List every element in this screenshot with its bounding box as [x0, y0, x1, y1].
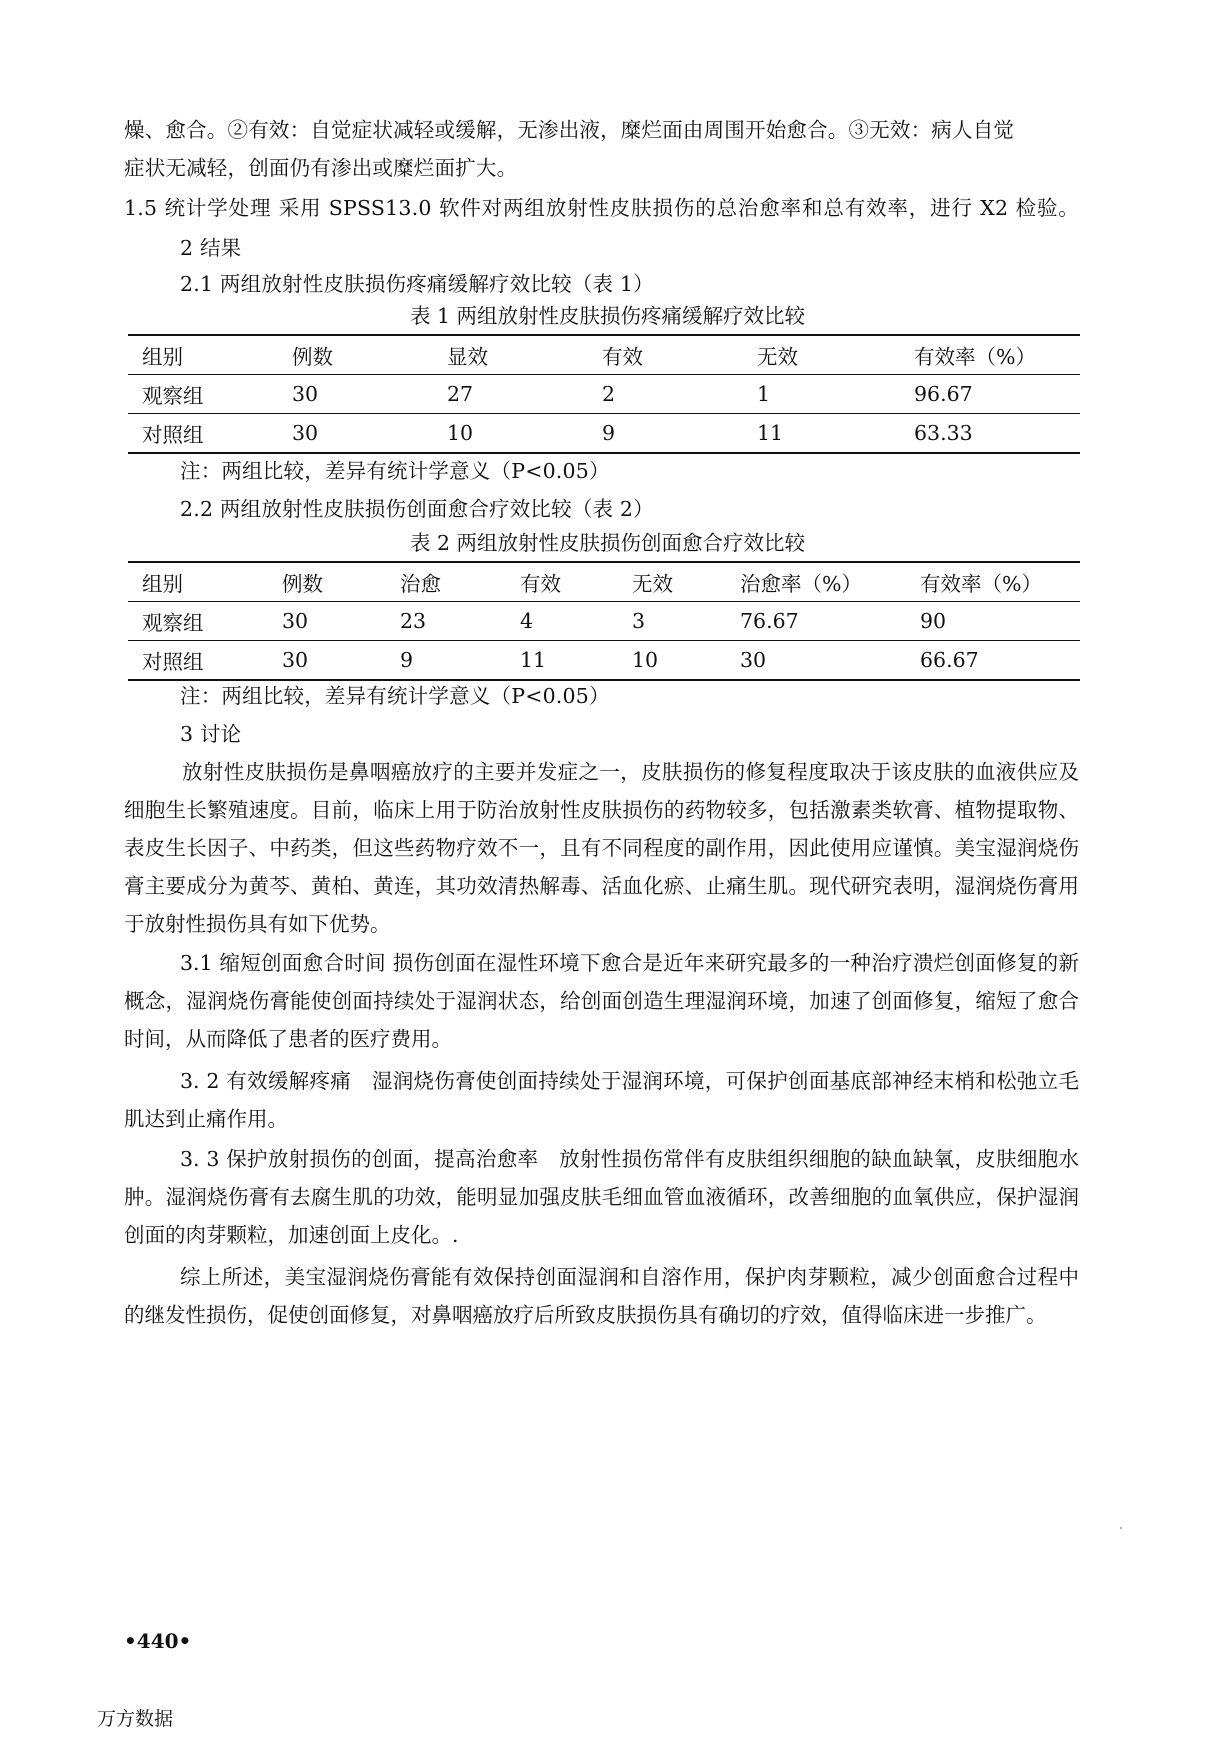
table2-cell: 10: [618, 641, 726, 681]
page-number: •440•: [124, 1629, 192, 1653]
table2-header-cell: 例数: [268, 562, 386, 602]
table1-cell: 2: [588, 375, 743, 414]
text-line: 症状无减轻，创面仍有渗出或糜烂面扩大。: [124, 156, 518, 180]
table1-cell: 1: [743, 375, 900, 414]
table1: [128, 334, 1080, 454]
scan-speck: [1120, 1527, 1122, 1529]
table1-cell: 63.33: [900, 414, 1080, 454]
section-heading-2-1: 2.1 两组放射性皮肤损伤疼痛缓解疗效比较（表 1）: [180, 272, 654, 296]
table2-caption: 表 2 两组放射性皮肤损伤创面愈合疗效比较: [409, 531, 806, 555]
table2-row: [128, 602, 1080, 641]
table2-header-cell: 无效: [618, 562, 726, 602]
table2-cell: 76.67: [726, 602, 906, 641]
table1-header-cell: 显效: [433, 335, 588, 375]
table2: [128, 561, 1080, 681]
table2-cell: 90: [906, 602, 1080, 641]
table1-caption: 表 1 两组放射性皮肤损伤疼痛缓解疗效比较: [409, 304, 806, 328]
table2-cell: 66.67: [906, 641, 1080, 681]
table1-cell: 观察组: [128, 375, 278, 414]
table1-header-cell: 有效: [588, 335, 743, 375]
table1-cell: 10: [433, 414, 588, 454]
table1-note: 注：两组比较，差异有统计学意义（P<0.05）: [180, 459, 610, 483]
table2-header-cell: 组别: [128, 562, 268, 602]
table1-header-cell: 例数: [278, 335, 433, 375]
source-watermark: 万方数据: [97, 1708, 174, 1730]
table1-header-cell: 无效: [743, 335, 900, 375]
table2-header-cell: 治愈: [386, 562, 506, 602]
discussion-heading: 3 讨论: [180, 722, 242, 746]
table2-cell: 对照组: [128, 641, 268, 681]
results-heading: 2 结果: [180, 236, 242, 260]
subsection-3-3-paragraph: 3. 3 保护放射损伤的创面，提高治愈率 放射性损伤常伴有皮肤组织细胞的缺血缺氧，皮肤细胞水肿。湿润烧伤膏有去腐生肌的功效，能明显加强皮肤毛细血管血液循环，改善细胞的血氧供应，保护湿润创面的肉芽颗粒，加速创面上皮化。.: [124, 1147, 1079, 1247]
table2-header-row: [128, 562, 1080, 602]
table2-header-cell: 有效率（%）: [906, 562, 1080, 602]
table2-cell: 30: [268, 641, 386, 681]
table2-header-cell: 治愈率（%）: [726, 562, 906, 602]
discussion-paragraph: 放射性皮肤损伤是鼻咽癌放疗的主要并发症之一，皮肤损伤的修复程度取决于该皮肤的血液供应及细胞生长繁殖速度。目前，临床上用于防治放射性皮肤损伤的药物较多，包括激素类软膏、植物提取物、表皮生长因子、中药类，但这些药物疗效不一，且有不同程度的副作用，因此使用应谨慎。美宝湿润烧伤膏主要成分为黄芩、黄柏、黄连，其功效清热解毒、活血化瘀、止痛生肌。现代研究表明，湿润烧伤膏用于放射性损伤具有如下优势。: [124, 760, 1079, 936]
table2-cell: 3: [618, 602, 726, 641]
table2-header-cell: 有效: [506, 562, 618, 602]
table2-cell: 30: [268, 602, 386, 641]
table1-cell: 30: [278, 375, 433, 414]
table1-cell: 11: [743, 414, 900, 454]
table1-row: [128, 414, 1080, 454]
conclusion-paragraph: 综上所述，美宝湿润烧伤膏能有效保持创面湿润和自溶作用，保护肉芽颗粒，减少创面愈合过程中的继发性损伤，促使创面修复，对鼻咽癌放疗后所致皮肤损伤具有确切的疗效，值得临床进一步推广。: [124, 1265, 1079, 1327]
table2-cell: 11: [506, 641, 618, 681]
table1-cell: 96.67: [900, 375, 1080, 414]
table1-header-row: [128, 335, 1080, 375]
section-heading-2-2: 2.2 两组放射性皮肤损伤创面愈合疗效比较（表 2）: [180, 497, 654, 521]
table2-row: [128, 641, 1080, 681]
subsection-3-1-paragraph: 3.1 缩短创面愈合时间 损伤创面在湿性环境下愈合是近年来研究最多的一种治疗溃烂创面修复的新概念，湿润烧伤膏能使创面持续处于湿润状态，给创面创造生理湿润环境，加速了创面修复，缩短了愈合时间，从而降低了患者的医疗费用。: [124, 951, 1079, 1051]
table2-cell: 9: [386, 641, 506, 681]
table1-header-cell: 组别: [128, 335, 278, 375]
table1-cell: 9: [588, 414, 743, 454]
stats-method-line: 1.5 统计学处理 采用 SPSS13.0 软件对两组放射性皮肤损伤的总治愈率和总有效率，进行 X2 检验。: [124, 196, 1079, 220]
table2-cell: 4: [506, 602, 618, 641]
table1-row: [128, 375, 1080, 414]
table2-cell: 23: [386, 602, 506, 641]
table1-cell: 30: [278, 414, 433, 454]
table1-cell: 27: [433, 375, 588, 414]
table1-header-cell: 有效率（%）: [900, 335, 1080, 375]
table2-cell: 观察组: [128, 602, 268, 641]
subsection-3-2-paragraph: 3. 2 有效缓解疼痛 湿润烧伤膏使创面持续处于湿润环境，可保护创面基底部神经末梢和松弛立毛肌达到止痛作用。: [124, 1069, 1079, 1131]
table2-cell: 30: [726, 641, 906, 681]
text-line: 燥、愈合。②有效：自觉症状减轻或缓解，无渗出液，糜烂面由周围开始愈合。③无效：病人自觉: [124, 118, 1015, 142]
table2-note: 注：两组比较，差异有统计学意义（P<0.05）: [180, 684, 610, 708]
table1-cell: 对照组: [128, 414, 278, 454]
